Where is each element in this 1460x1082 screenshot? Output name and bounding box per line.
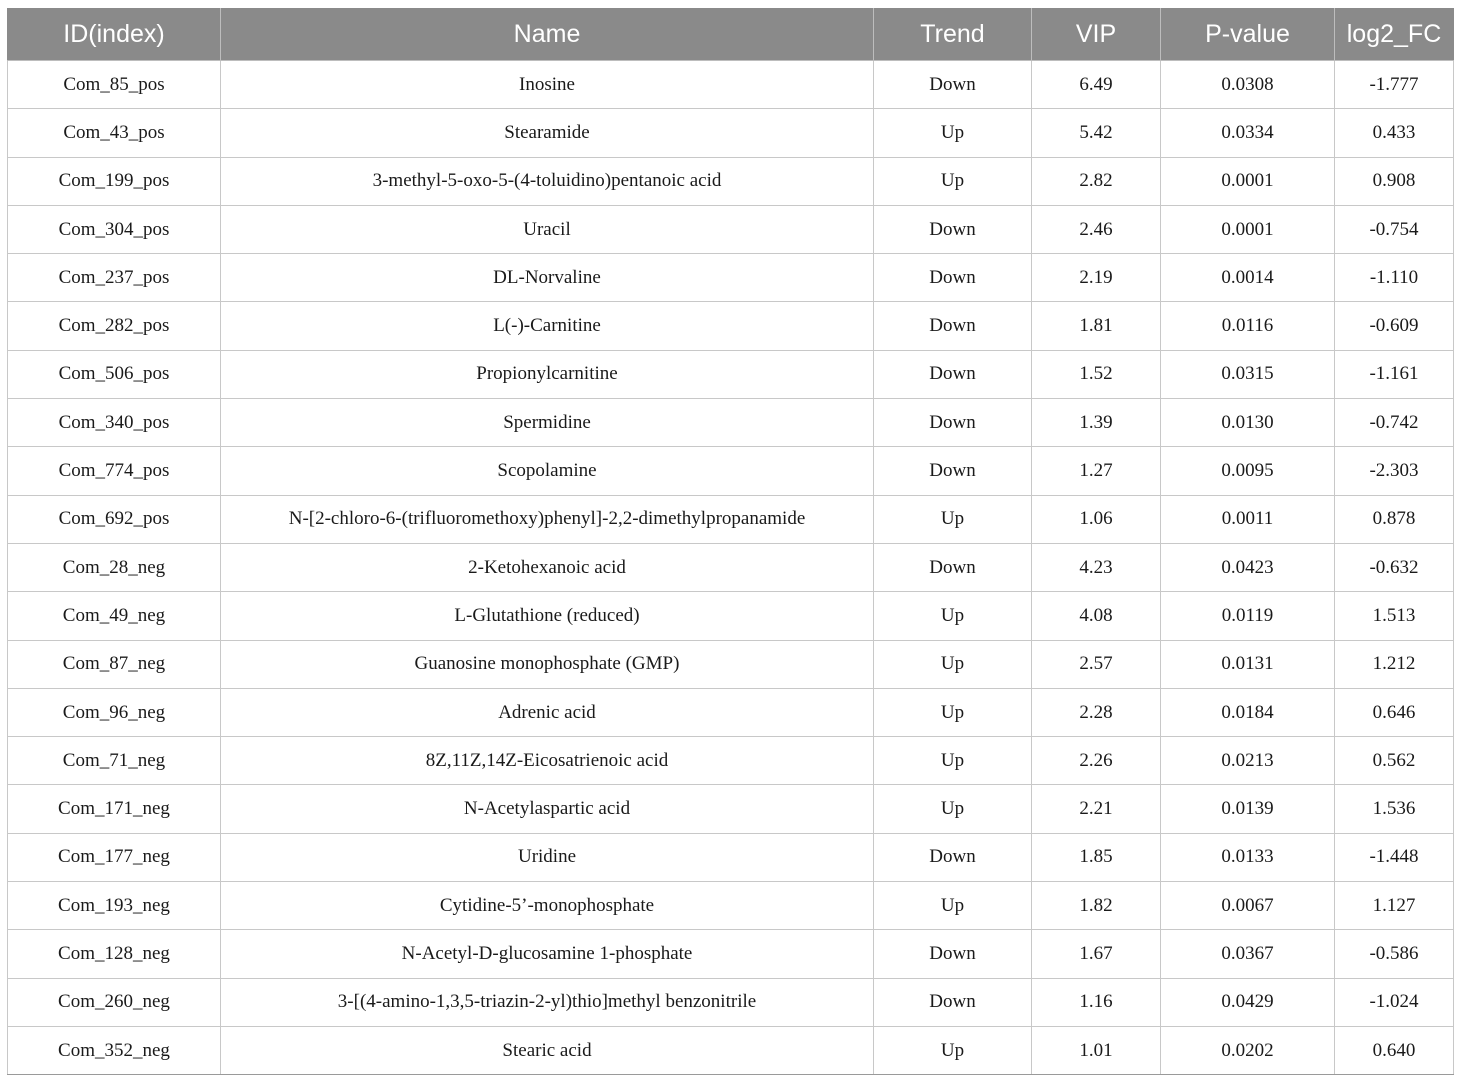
table-body: [8, 61, 1454, 1075]
cell-log2fc: 0.640: [1335, 1026, 1454, 1074]
table-row: [8, 640, 1454, 688]
cell-name: L-Glutathione (reduced): [221, 592, 874, 640]
cell-id: Com_193_neg: [8, 882, 221, 930]
cell-name: N-Acetylaspartic acid: [221, 785, 874, 833]
cell-id: Com_49_neg: [8, 592, 221, 640]
table-row: [8, 109, 1454, 157]
cell-id: Com_43_pos: [8, 109, 221, 157]
cell-vip: 6.49: [1032, 61, 1161, 109]
table-header: [8, 9, 1454, 61]
cell-vip: 2.46: [1032, 205, 1161, 253]
cell-name: Uracil: [221, 205, 874, 253]
cell-trend: Down: [874, 930, 1032, 978]
cell-log2fc: 1.127: [1335, 882, 1454, 930]
cell-name: DL-Norvaline: [221, 254, 874, 302]
cell-log2fc: -0.586: [1335, 930, 1454, 978]
cell-name: Propionylcarnitine: [221, 350, 874, 398]
cell-trend: Down: [874, 978, 1032, 1026]
cell-pvalue: 0.0130: [1161, 399, 1335, 447]
cell-vip: 1.81: [1032, 302, 1161, 350]
cell-trend: Up: [874, 109, 1032, 157]
cell-pvalue: 0.0116: [1161, 302, 1335, 350]
cell-name: N-Acetyl-D-glucosamine 1-phosphate: [221, 930, 874, 978]
cell-vip: 2.57: [1032, 640, 1161, 688]
table-row: [8, 592, 1454, 640]
cell-log2fc: -0.609: [1335, 302, 1454, 350]
table-row: [8, 882, 1454, 930]
cell-trend: Down: [874, 399, 1032, 447]
cell-vip: 1.01: [1032, 1026, 1161, 1074]
cell-name: 8Z,11Z,14Z-Eicosatrienoic acid: [221, 737, 874, 785]
cell-id: Com_260_neg: [8, 978, 221, 1026]
cell-trend: Down: [874, 447, 1032, 495]
cell-vip: 1.27: [1032, 447, 1161, 495]
cell-vip: 1.16: [1032, 978, 1161, 1026]
cell-id: Com_282_pos: [8, 302, 221, 350]
cell-id: Com_774_pos: [8, 447, 221, 495]
cell-log2fc: 1.212: [1335, 640, 1454, 688]
cell-vip: 4.08: [1032, 592, 1161, 640]
metabolite-table-container: [7, 8, 1453, 1075]
cell-name: Inosine: [221, 61, 874, 109]
cell-pvalue: 0.0067: [1161, 882, 1335, 930]
cell-trend: Up: [874, 785, 1032, 833]
cell-id: Com_96_neg: [8, 688, 221, 736]
cell-id: Com_177_neg: [8, 833, 221, 881]
table-row: [8, 1026, 1454, 1074]
cell-name: Scopolamine: [221, 447, 874, 495]
cell-name: Cytidine-5’-monophosphate: [221, 882, 874, 930]
cell-id: Com_352_neg: [8, 1026, 221, 1074]
cell-pvalue: 0.0423: [1161, 543, 1335, 591]
table-row: [8, 495, 1454, 543]
cell-name: 3-[(4-amino-1,3,5-triazin-2-yl)thio]methyl benzonitrile: [221, 978, 874, 1026]
cell-name: Spermidine: [221, 399, 874, 447]
table-row: [8, 978, 1454, 1026]
cell-log2fc: -1.448: [1335, 833, 1454, 881]
cell-pvalue: 0.0095: [1161, 447, 1335, 495]
cell-pvalue: 0.0139: [1161, 785, 1335, 833]
cell-trend: Down: [874, 833, 1032, 881]
table-row: [8, 61, 1454, 109]
cell-trend: Up: [874, 592, 1032, 640]
cell-trend: Down: [874, 205, 1032, 253]
header-id: ID(index): [8, 9, 221, 61]
header-log2fc: log2_FC: [1335, 9, 1454, 61]
table-row: [8, 737, 1454, 785]
cell-vip: 1.39: [1032, 399, 1161, 447]
cell-trend: Up: [874, 495, 1032, 543]
cell-pvalue: 0.0213: [1161, 737, 1335, 785]
cell-name: N-[2-chloro-6-(trifluoromethoxy)phenyl]-2,2-dimethylpropanamide: [221, 495, 874, 543]
cell-name: Adrenic acid: [221, 688, 874, 736]
header-pvalue: P-value: [1161, 9, 1335, 61]
cell-trend: Down: [874, 543, 1032, 591]
cell-pvalue: 0.0367: [1161, 930, 1335, 978]
cell-log2fc: 1.536: [1335, 785, 1454, 833]
cell-pvalue: 0.0001: [1161, 157, 1335, 205]
cell-log2fc: -1.777: [1335, 61, 1454, 109]
cell-id: Com_85_pos: [8, 61, 221, 109]
cell-pvalue: 0.0014: [1161, 254, 1335, 302]
cell-trend: Up: [874, 882, 1032, 930]
header-row: [8, 9, 1454, 61]
metabolite-table: [7, 8, 1454, 1075]
cell-id: Com_28_neg: [8, 543, 221, 591]
cell-id: Com_506_pos: [8, 350, 221, 398]
cell-name: 2-Ketohexanoic acid: [221, 543, 874, 591]
table-row: [8, 543, 1454, 591]
cell-id: Com_199_pos: [8, 157, 221, 205]
cell-pvalue: 0.0131: [1161, 640, 1335, 688]
cell-id: Com_87_neg: [8, 640, 221, 688]
cell-name: Uridine: [221, 833, 874, 881]
cell-name: L(-)-Carnitine: [221, 302, 874, 350]
cell-name: Guanosine monophosphate (GMP): [221, 640, 874, 688]
cell-pvalue: 0.0308: [1161, 61, 1335, 109]
cell-log2fc: 0.878: [1335, 495, 1454, 543]
cell-name: 3-methyl-5-oxo-5-(4-toluidino)pentanoic acid: [221, 157, 874, 205]
cell-pvalue: 0.0202: [1161, 1026, 1335, 1074]
cell-id: Com_128_neg: [8, 930, 221, 978]
cell-trend: Up: [874, 737, 1032, 785]
cell-log2fc: -0.754: [1335, 205, 1454, 253]
cell-vip: 2.28: [1032, 688, 1161, 736]
cell-log2fc: 0.646: [1335, 688, 1454, 736]
cell-log2fc: -0.742: [1335, 399, 1454, 447]
table-row: [8, 833, 1454, 881]
cell-id: Com_692_pos: [8, 495, 221, 543]
table-row: [8, 157, 1454, 205]
cell-log2fc: -0.632: [1335, 543, 1454, 591]
cell-id: Com_237_pos: [8, 254, 221, 302]
cell-id: Com_171_neg: [8, 785, 221, 833]
cell-log2fc: -1.024: [1335, 978, 1454, 1026]
cell-log2fc: 1.513: [1335, 592, 1454, 640]
cell-vip: 2.19: [1032, 254, 1161, 302]
cell-vip: 1.67: [1032, 930, 1161, 978]
cell-id: Com_71_neg: [8, 737, 221, 785]
cell-pvalue: 0.0334: [1161, 109, 1335, 157]
cell-name: Stearic acid: [221, 1026, 874, 1074]
cell-trend: Down: [874, 302, 1032, 350]
cell-pvalue: 0.0429: [1161, 978, 1335, 1026]
table-row: [8, 205, 1454, 253]
header-trend: Trend: [874, 9, 1032, 61]
cell-vip: 1.06: [1032, 495, 1161, 543]
cell-vip: 5.42: [1032, 109, 1161, 157]
cell-vip: 1.52: [1032, 350, 1161, 398]
cell-pvalue: 0.0315: [1161, 350, 1335, 398]
cell-name: Stearamide: [221, 109, 874, 157]
cell-pvalue: 0.0133: [1161, 833, 1335, 881]
cell-trend: Up: [874, 1026, 1032, 1074]
cell-vip: 1.82: [1032, 882, 1161, 930]
cell-pvalue: 0.0011: [1161, 495, 1335, 543]
cell-vip: 1.85: [1032, 833, 1161, 881]
table-row: [8, 930, 1454, 978]
cell-log2fc: -1.110: [1335, 254, 1454, 302]
cell-log2fc: -1.161: [1335, 350, 1454, 398]
cell-log2fc: 0.562: [1335, 737, 1454, 785]
cell-trend: Up: [874, 157, 1032, 205]
table-row: [8, 447, 1454, 495]
header-vip: VIP: [1032, 9, 1161, 61]
cell-trend: Down: [874, 254, 1032, 302]
cell-log2fc: 0.433: [1335, 109, 1454, 157]
cell-vip: 2.21: [1032, 785, 1161, 833]
header-name: Name: [221, 9, 874, 61]
cell-trend: Up: [874, 688, 1032, 736]
table-row: [8, 688, 1454, 736]
cell-pvalue: 0.0184: [1161, 688, 1335, 736]
cell-log2fc: 0.908: [1335, 157, 1454, 205]
cell-id: Com_304_pos: [8, 205, 221, 253]
table-row: [8, 302, 1454, 350]
cell-trend: Up: [874, 640, 1032, 688]
cell-pvalue: 0.0001: [1161, 205, 1335, 253]
cell-vip: 2.82: [1032, 157, 1161, 205]
table-row: [8, 254, 1454, 302]
cell-log2fc: -2.303: [1335, 447, 1454, 495]
cell-pvalue: 0.0119: [1161, 592, 1335, 640]
cell-vip: 4.23: [1032, 543, 1161, 591]
table-row: [8, 785, 1454, 833]
cell-trend: Down: [874, 61, 1032, 109]
cell-id: Com_340_pos: [8, 399, 221, 447]
table-row: [8, 399, 1454, 447]
cell-vip: 2.26: [1032, 737, 1161, 785]
cell-trend: Down: [874, 350, 1032, 398]
table-row: [8, 350, 1454, 398]
